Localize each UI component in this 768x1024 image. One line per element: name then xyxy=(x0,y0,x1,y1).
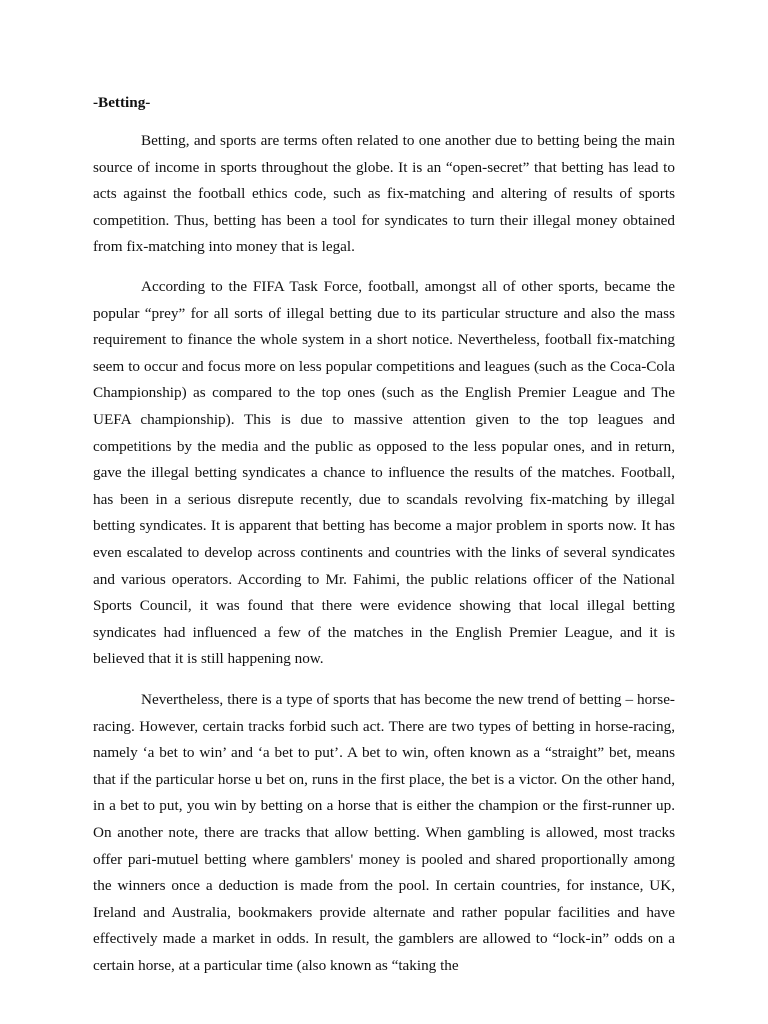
paragraph-3: Nevertheless, there is a type of sports that has become the new trend of betting – horse-racing. However, certain tracks forbid such act. There are two types of betting in horse-racing, namely ‘a bet to win’ and ‘a bet to put’. A bet to win, often known as a “straight” bet, means that if the particular horse u bet on, runs in the first place, the bet is a victor. On the other hand, in a bet to put, you win by betting on a horse that is either the champion or the first-runner up. On another note, there are tracks that allow betting. When gambling is allowed, most tracks offer pari-mutuel betting where gamblers' money is pooled and shared proportionally among the winners once a deduction is made from the pool. In certain countries, for instance, UK, Ireland and Australia, bookmakers provide alternate and rather popular facilities and have effectively made a market in odds. In result, the gamblers are allowed to “lock-in” odds on a certain horse, at a particular time (also known as “taking the xyxy=(93,691,675,974)
paragraph-1: Betting, and sports are terms often related to one another due to betting being the main source of income in sports throughout the globe. It is an “open-secret” that betting has lead to acts against the football ethics code, such as fix-matching and altering of results of sports competition. Thus, betting has been a tool for syndicates to turn their illegal money obtained from fix-matching into money that is legal. xyxy=(93,132,675,256)
section-heading: -Betting- xyxy=(93,94,151,111)
document-page xyxy=(93,0,675,1024)
paragraph-2: According to the FIFA Task Force, football, amongst all of other sports, became the popular “prey” for all sorts of illegal betting due to its particular structure and also the mass requirement to finance the whole system in a short notice. Nevertheless, football fix-matching seem to occur and focus more on less popular competitions and leagues (such as the Coca-Cola Championship) as compared to the top ones (such as the English Premier League and The UEFA championship). This is due to massive attention given to the top leagues and competitions by the media and the public as opposed to the less popular ones, and in return, gave the illegal betting syndicates a chance to influence the results of the matches. Football, has been in a serious disrepute recently, due to scandals revolving fix-matching by illegal betting syndicates. It is apparent that betting has become a major problem in sports now. It has even escalated to develop across continents and countries with the links of several syndicates and various operators. According to Mr. Fahimi, the public relations officer of the National Sports Council, it was found that there were evidence showing that local illegal betting syndicates had influenced a few of the matches in the English Premier League, and it is believed that it is still happening now. xyxy=(93,278,675,668)
